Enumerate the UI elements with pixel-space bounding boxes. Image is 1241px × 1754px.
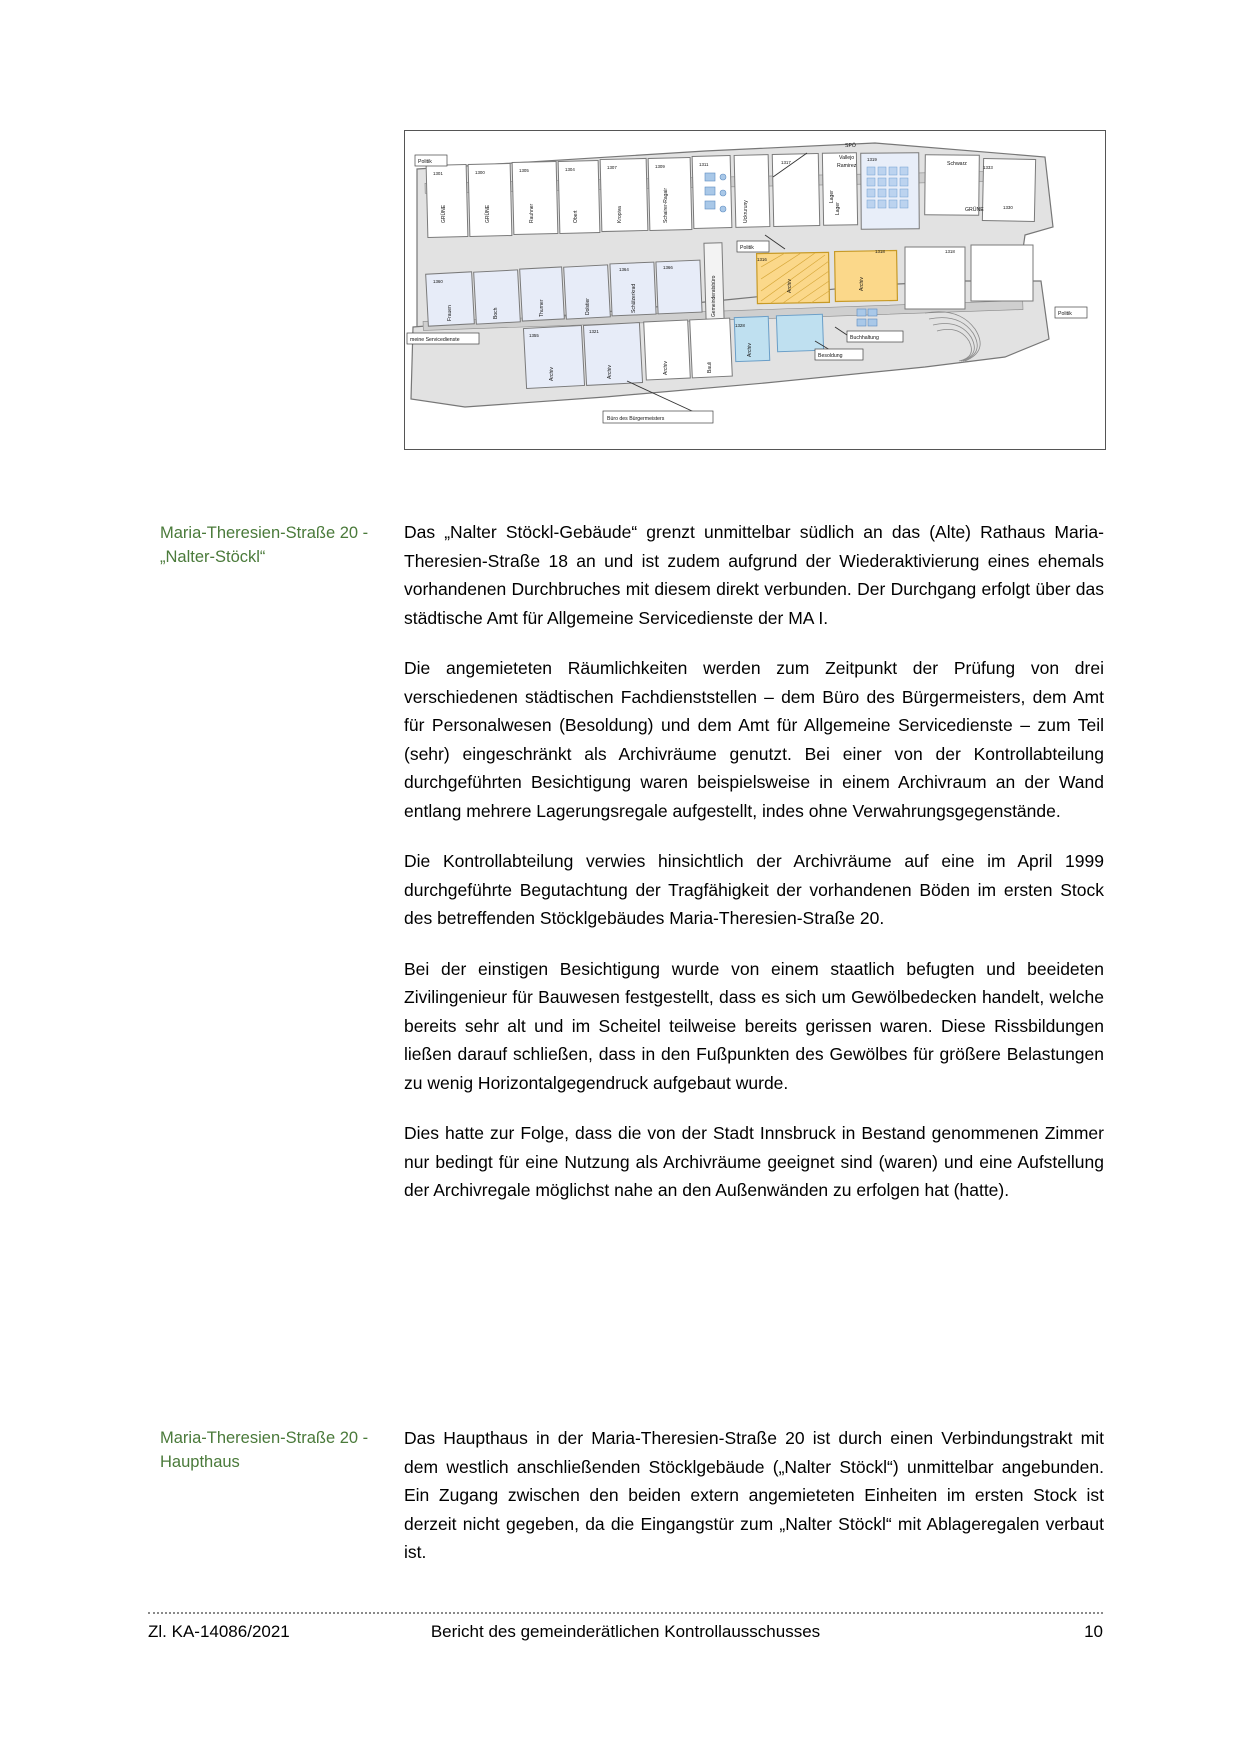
paragraph: Bei der einstigen Besichtigung wurde von einem staatlich befugten und beeideten Zivilingenieur für Bauwesen festgestellt, dass es sich um Gewölbedecken handelt, welche bereits sehr alt und im Scheitel teilweise bereits gerissen waren. Diese Rissbildungen ließen darauf schließen, dass in den Fußpunkten des Gewölbes für größere Belastungen zu wenig Horizontalgegendruck aufgebaut wurde. (404, 958, 1104, 1093)
plan-label-servicedienste: meine Servicedienste (410, 337, 460, 343)
plan-room-number: 1330 (1003, 205, 1013, 210)
footer-reference-number: Zl. KA-14086/2021 (148, 1622, 290, 1641)
plan-room-number: 1317 (781, 160, 791, 165)
paragraph: Das „Nalter Stöckl-Gebäude“ grenzt unmittelbar südlich an das (Alte) Rathaus Maria-Theresien-Straße 18 an und ist zudem aufgrund der Wiederaktivierung eines ehemals vorhandenen Durchbruches mit diesem direkt verbunden. Der Durchgang erfolgt über das städtische Amt für Allgemeine Servicedienste der MA I. (404, 522, 1104, 628)
plan-room-name: Thurner (539, 299, 545, 317)
plan-label-politik-top: Politik (418, 159, 432, 165)
plan-room-archiv: Archiv (747, 343, 753, 357)
plan-room-archiv: Archiv (663, 361, 669, 375)
plan-label-politik-mid: Politik (740, 245, 754, 251)
plan-room-number: 1309 (655, 164, 665, 169)
paragraph: Die Kontrollabteilung verwies hinsichtlich der Archivräume auf eine im April 1999 durchgeführte Begutachtung der Tragfähigkeit der vorhandenen Böden im ersten Stock des betreffenden Stöcklgebäudes Maria-Theresien-Straße 20. (404, 851, 1104, 929)
plan-room-name: GRÜNE (485, 204, 491, 223)
section-body-haupthaus (404, 1424, 1104, 1567)
plan-room-archiv: Archiv (549, 367, 555, 381)
section-body-nalter-stoeckl (404, 518, 1104, 1205)
plan-room-name: Schairer-Ragair (663, 187, 669, 223)
footer-title: Bericht des gemeinderätlichen Kontrollausschusses (430, 1622, 821, 1641)
plan-label-schwarz: Schwarz (947, 161, 967, 167)
plan-room-number: 1321 (589, 329, 599, 334)
plan-room-number: 1319 (867, 157, 877, 162)
plan-room-number: 1307 (607, 165, 617, 170)
plan-room-number: 1366 (663, 265, 673, 270)
plan-room-number: 1305 (519, 168, 529, 173)
plan-label-buero-buergermeister: Büro des Bürgermeisters (607, 416, 665, 422)
plan-room-name: Dolstier (585, 298, 591, 315)
plan-room-number: 1328 (735, 323, 745, 328)
plan-room-archiv: Archiv (859, 277, 865, 291)
footer-divider (148, 1612, 1103, 1614)
plan-room-number: 1311 (699, 162, 709, 167)
floor-plan-figure (404, 130, 1106, 450)
plan-label-gruene-right: GRÜNE (965, 207, 984, 213)
plan-room-name: Bauli (707, 361, 713, 373)
plan-room-name: Kropiva (617, 206, 623, 223)
paragraph: Das Haupthaus in der Maria-Theresien-Straße 20 ist durch einen Verbindungstrakt mit dem westlich anschließenden Stöcklgebäude („Nalter Stöckl“) unmittelbar angebunden. Ein Zugang zwischen den beiden extern angemieteten Einheiten im ersten Stock ist derzeit nicht gegeben, da die Eingangstür zum „Nalter Stöckl“ mit Ablageregalen verbaut ist. (404, 1428, 1104, 1563)
plan-room-name: Schülzerkrad (631, 283, 637, 313)
plan-label-spoe: SPÖ (845, 143, 856, 149)
plan-label-vallejo: Vallejo (839, 155, 855, 161)
plan-room-number: 1355 (529, 333, 539, 338)
plan-room-name: Frauen (447, 305, 453, 321)
marginal-note-nalter-stoeckl: Maria-Theresien-Straße 20 - „Nalter-Stöckl“ (160, 524, 369, 566)
plan-room-number: 1360 (433, 279, 443, 284)
plan-room-archiv: Archiv (607, 365, 613, 379)
plan-room-number: 1318 (875, 249, 885, 254)
plan-room-number: 1300 (475, 170, 485, 175)
plan-room-archiv: Archiv (787, 279, 793, 293)
plan-room-lager: Lager (829, 190, 835, 203)
plan-room-number: 1316 (757, 257, 767, 262)
plan-room-number: 1318 (945, 249, 955, 254)
plan-room-number: 1364 (619, 267, 629, 272)
plan-label-buchhaltung: Buchhaltung (850, 335, 879, 341)
footer-page-number: 10 (1084, 1622, 1103, 1641)
plan-label-politik-right: Politik (1058, 311, 1072, 317)
paragraph: Dies hatte zur Folge, dass die von der Stadt Innsbruck in Bestand genommenen Zimmer nur bedingt für eine Nutzung als Archivräume geeignet sind (waren) und eine Aufstellung der Archivregale möglichst nahe an den Außenwänden zu erfolgen hat (hatte). (404, 1123, 1104, 1201)
plan-room-name: GRÜNE (441, 204, 447, 223)
plan-room-number: 1304 (565, 167, 575, 172)
plan-room-name: Obert (573, 210, 579, 223)
paragraph: Die angemieteten Räumlichkeiten werden zum Zeitpunkt der Prüfung von drei verschiedenen städtischen Fachdienststellen – dem Büro des Bürgermeisters, dem Amt für Personalwesen (Besoldung) und dem Amt für Allgemeine Servicedienste – zum Teil (sehr) eingeschränkt als Archivräume genutzt. Bei einer von der Kontrollabteilung durchgeführten Besichtigung waren beispielsweise in einem Archivraum an der Wand entlang mehrere Lagerungsregale aufgestellt, indes ohne Verwahrungsgegenstände. (404, 658, 1104, 821)
plan-room-number: 1301 (433, 171, 443, 176)
plan-room-name: Uckruruny (743, 200, 749, 223)
plan-room-name: Rauhner (529, 203, 535, 223)
plan-room-name: Lager (835, 202, 841, 215)
plan-label-besoldung: Besoldung (818, 353, 843, 359)
plan-label-ramirez: Ramirez (837, 163, 857, 169)
marginal-note-haupthaus: Maria-Theresien-Straße 20 - Haupthaus (160, 1429, 369, 1471)
plan-room-name: Boch (493, 307, 499, 319)
floor-plan-svg (405, 131, 1105, 449)
plan-room-name: Gemeinderatsbüro (711, 275, 717, 317)
plan-room-number: 1333 (983, 165, 993, 170)
